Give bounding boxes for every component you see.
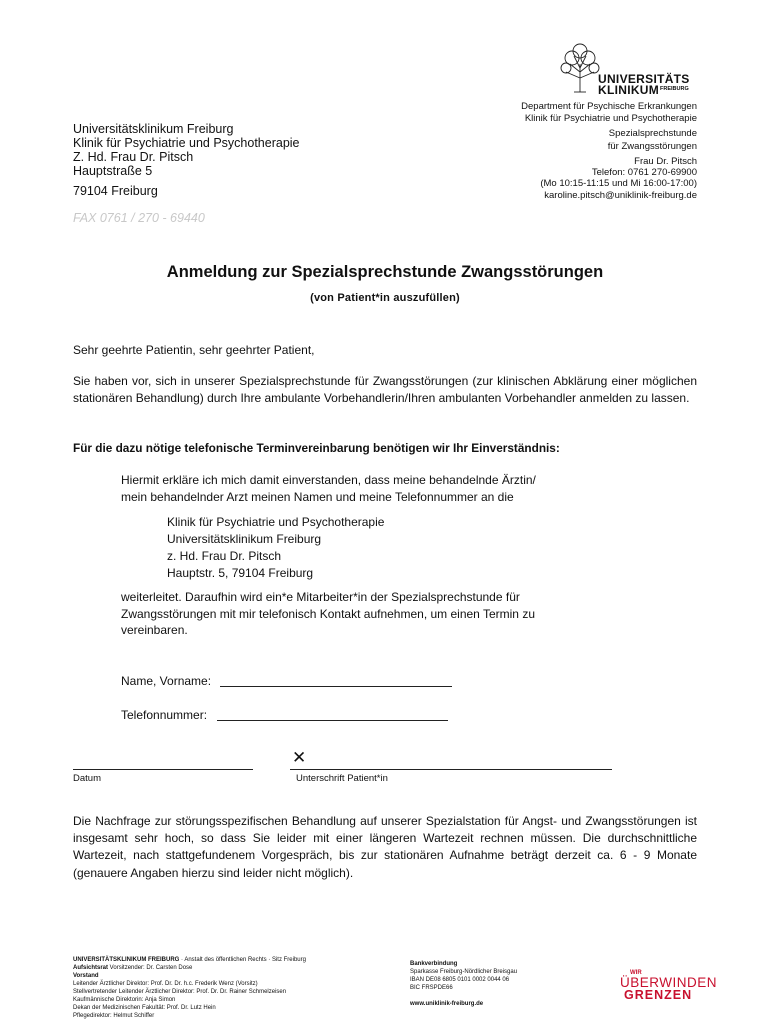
consent-address-line1: Klinik für Psychiatrie und Psychotherapie (167, 515, 385, 529)
footer-website[interactable]: www.uniklinik-freiburg.de (410, 1001, 484, 1007)
sender-phone: Telefon: 0761 270-69900 (591, 167, 697, 178)
recipient-city: 79104 Freiburg (73, 184, 158, 198)
date-label: Datum (73, 773, 101, 784)
tree-seal-icon (560, 42, 600, 94)
recipient-line4: Hauptstraße 5 (73, 164, 153, 178)
recipient-fax: FAX 0761 / 270 - 69440 (73, 211, 205, 225)
footer-executive-heading: Vorstand (73, 973, 99, 979)
sender-clinic: Klinik für Psychiatrie und Psychotherapie (524, 113, 697, 124)
recipient-line3: Z. Hd. Frau Dr. Pitsch (73, 150, 194, 164)
slogan-line1: ÜBERWINDEN (620, 975, 718, 990)
footer-bank-bic: BIC FRSPDE66 (410, 985, 453, 991)
phone-label: Telefonnummer: (121, 708, 208, 722)
footer-org-name: UNIVERSITÄTSKLINIKUM FREIBURG (73, 957, 180, 963)
signature-cross-icon: ✕ (292, 748, 307, 767)
salutation: Sehr geehrte Patientin, sehr geehrter Patient, (73, 343, 315, 357)
logo-text-line2: KLINIKUM (598, 83, 660, 97)
consent-heading: Für die dazu nötige telefonische Terminvereinbarung benötigen wir Ihr Einverständnis: (73, 441, 560, 455)
footer-board-line (73, 964, 403, 972)
signature-input-line[interactable] (290, 769, 612, 770)
footer-bank (410, 960, 610, 1008)
footer-executive-1: Leitender Ärztlicher Direktor: Prof. Dr. Dr. h.c. Frederik Wenz (Vorsitz) (73, 981, 258, 987)
logo-text-line1: UNIVERSITÄTS (598, 72, 690, 86)
footer-org-line (73, 956, 403, 964)
consent-address-line3: z. Hd. Frau Dr. Pitsch (167, 549, 282, 563)
sender-contact-name: Frau Dr. Pitsch (634, 156, 697, 167)
university-hospital-logo (560, 42, 715, 96)
intro-paragraph: Sie haben vor, sich in unserer Spezialsprechstunde für Zwangsstörungen (zur klinischen Abklärung einer möglichen stationären Behandlung) durch Ihre ambulante Vorbehandlerin/Ihren ambulanten Vorbehandler anmelden zu lassen. (73, 374, 697, 405)
consent-line1: Hiermit erkläre ich mich damit einverstanden, dass meine behandelnde Ärztin/ (121, 473, 536, 487)
slogan-small: WIR (630, 970, 642, 976)
footer-org-legal: · Anstalt des öffentlichen Rechts · Sitz Freiburg (179, 957, 306, 963)
date-input-line[interactable] (73, 769, 253, 770)
footer-executive-2: Stellvertretender Leitender Ärztlicher Direktor: Prof. Dr. Dr. Rainer Schmelzeisen (73, 989, 287, 995)
consent-line2: mein behandelnder Arzt meinen Namen und meine Telefonnummer an die (121, 490, 514, 504)
footer-executive-5: Pflegedirektor: Helmut Schiffer (73, 1013, 155, 1019)
slogan-line2: GRENZEN (624, 988, 693, 1002)
page-subtitle: (von Patient*in auszufüllen) (310, 292, 460, 304)
consent-address-line2: Universitätsklinikum Freiburg (167, 532, 322, 546)
sender-unit-line1: Spezialsprechstunde (608, 128, 697, 139)
page-title: Anmeldung zur Spezialsprechstunde Zwangsstörungen (166, 263, 604, 281)
footer-bank-iban: IBAN DE08 6805 0101 0002 0044 06 (410, 977, 510, 983)
sender-unit-line2: für Zwangsstörungen (607, 141, 697, 152)
footer-organization (73, 956, 403, 1020)
footer-executive-3: Kaufmännische Direktorin: Anja Simon (73, 997, 176, 1003)
consent-address-line4: Hauptstr. 5, 79104 Freiburg (167, 566, 314, 580)
recipient-line2: Klinik für Psychiatrie und Psychotherapie (73, 136, 300, 150)
footer-board-label: Aufsichtsrat (73, 965, 109, 971)
signature-label: Unterschrift Patient*in (296, 773, 388, 784)
sender-department: Department für Psychische Erkrankungen (521, 101, 697, 112)
footer-executive-4: Dekan der Medizinischen Fakultät: Prof. Dr. Lutz Hein (73, 1005, 216, 1011)
sender-email[interactable]: karoline.pitsch@uniklinik-freiburg.de (544, 190, 697, 201)
sender-hours: (Mo 10:15-11:15 und Mi 16:00-17:00) (540, 178, 697, 189)
name-label: Name, Vorname: (121, 674, 212, 688)
footer-bank-heading: Bankverbindung (410, 961, 458, 967)
closing-paragraph: Die Nachfrage zur störungsspezifischen Behandlung auf unserer Spezialstation für Angst- und Zwangsstörungen ist insgesamt sehr hoch, so dass Sie leider mit einer längeren Wartezeit rechnen müssen. Die durchschnittliche Wartezeit, nach stattgefundenem Vorgespräch, bis zur stationären Aufnahme beträgt derzeit ca. 6 - 9 Monate (genauere Angaben hierzu sind leider nicht möglich). (73, 814, 697, 880)
phone-input-line[interactable] (217, 720, 448, 721)
consent-after-text: weiterleitet. Daraufhin wird ein*e Mitarbeiter*in der Spezialsprechstunde für Zwangsstörungen mit mir telefonisch Kontakt aufnehmen, um einen Termin zu vereinbaren. (121, 590, 535, 637)
slogan-logo (620, 970, 725, 1004)
name-input-line[interactable] (220, 686, 452, 687)
footer-bank-name: Sparkasse Freiburg-Nördlicher Breisgau (410, 969, 518, 975)
recipient-line1: Universitätsklinikum Freiburg (73, 122, 234, 136)
footer-board-chair: Vorsitzender: Dr. Carsten Dose (108, 965, 193, 971)
logo-text-line3: FREIBURG (660, 86, 689, 92)
